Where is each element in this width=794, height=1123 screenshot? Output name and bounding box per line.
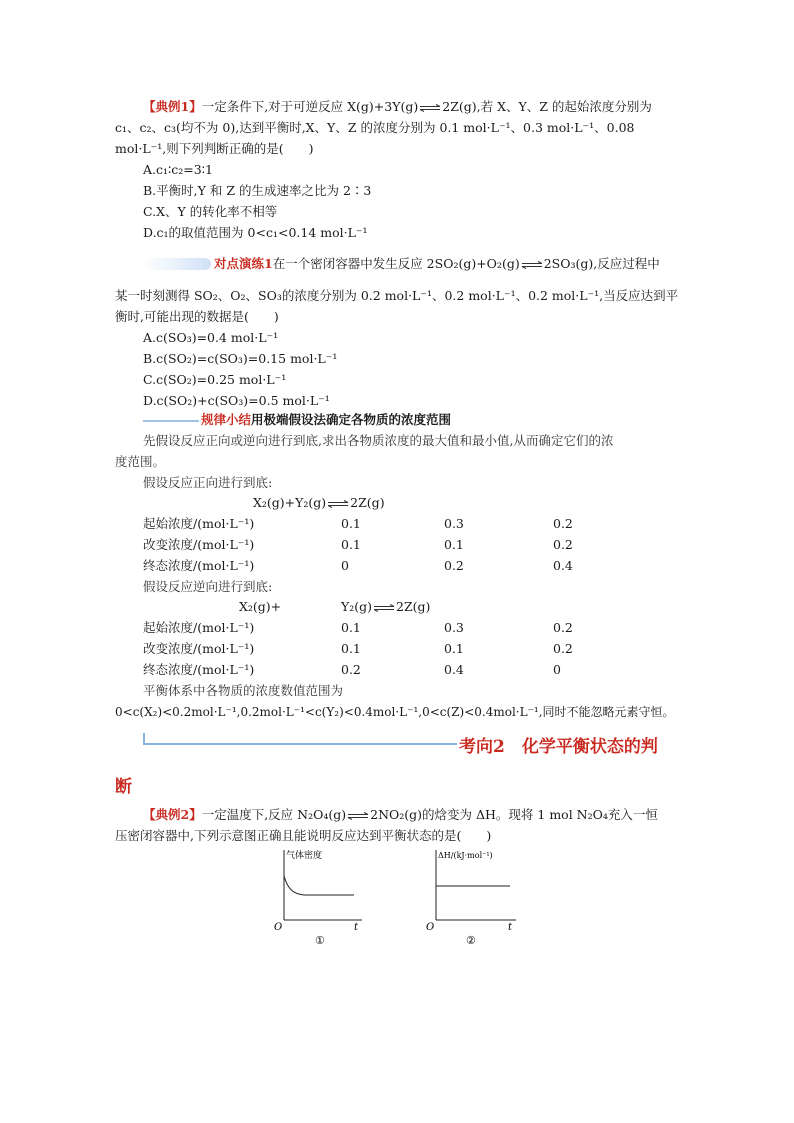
equilibrium-arrow-icon <box>327 500 349 508</box>
graph-enthalpy <box>424 846 524 948</box>
summary-intro-1: 先假设反应正向或逆向进行到底,求出各物质浓度的最大值和最小值,从而确定它们的浓 <box>143 433 614 448</box>
forward-cell: 0 <box>341 558 349 573</box>
reverse-cell: 0.2 <box>553 641 573 656</box>
drill-1-line-2: 某一时刻测得 SO₂、O₂、SO₃的浓度分别为 0.2 mol·L⁻¹、0.2 mol·L⁻¹、0.2 mol·L⁻¹,当反应达到平 <box>115 288 679 303</box>
reverse-row-label: 改变浓度/(mol·L⁻¹) <box>143 641 255 656</box>
graph-1-ylabel: 气体密度 <box>286 851 323 861</box>
drill-1-option-a: A.c(SO₃)=0.4 mol·L⁻¹ <box>143 330 279 345</box>
example-1-option-b: B.平衡时,Y 和 Z 的生成速率之比为 2∶3 <box>143 183 372 198</box>
drill-1-tag: 对点演练1 <box>214 256 273 271</box>
reverse-cell: 0.4 <box>444 662 464 677</box>
section-heading-line <box>143 733 457 745</box>
forward-equation <box>253 494 385 512</box>
section-heading-continued: 断 <box>115 777 132 797</box>
graph-1-curve <box>284 876 354 895</box>
graph-2-xlabel: t <box>508 922 513 933</box>
range-title: 平衡体系中各物质的浓度数值范围为 <box>143 683 344 698</box>
graph-2-ylabel: ΔH/(kJ·mol⁻¹) <box>438 851 493 860</box>
example-1-line-3: mol·L⁻¹,则下列判断正确的是( ) <box>115 141 314 156</box>
reverse-cell: 0.1 <box>444 641 464 656</box>
example-2-tag: 【典例2】 <box>143 807 202 822</box>
reverse-equation-right <box>341 598 430 616</box>
drill-label-bar <box>143 258 211 270</box>
forward-cell: 0.2 <box>553 516 573 531</box>
example-1-line-1b: 2Z(g),若 X、Y、Z 的起始浓度分别为 <box>442 99 652 114</box>
graph-2-caption: ② <box>466 934 476 947</box>
summary-intro-2: 度范围。 <box>115 454 166 469</box>
reverse-row-label: 起始浓度/(mol·L⁻¹) <box>143 620 255 635</box>
reverse-equation-mid: Y₂(g) <box>341 599 373 614</box>
forward-cell: 0.1 <box>444 537 464 552</box>
equilibrium-arrow-icon <box>419 104 441 112</box>
forward-cell: 0.3 <box>444 516 464 531</box>
graph-1-caption: ① <box>315 934 325 947</box>
drill-1-line-1a: 在一个密闭容器中发生反应 2SO₂(g)+O₂(g) <box>272 256 520 271</box>
range-text: 0<c(X₂)<0.2mol·L⁻¹,0.2mol·L⁻¹<c(Y₂)<0.4mol·L⁻¹,0<c(Z)<0.4mol·L⁻¹,同时不能忽略元素守恒。 <box>115 705 675 719</box>
reverse-cell: 0.1 <box>341 641 361 656</box>
reverse-title: 假设反应逆向进行到底: <box>143 579 273 594</box>
forward-row-label: 改变浓度/(mol·L⁻¹) <box>143 537 255 552</box>
example-1-option-d: D.c₁的取值范围为 0<c₁<0.14 mol·L⁻¹ <box>143 225 368 240</box>
example-2-line-1 <box>143 806 658 824</box>
example-1-option-c: C.X、Y 的转化率不相等 <box>143 204 278 219</box>
reverse-equation-left: X₂(g)+ <box>239 599 282 614</box>
reverse-cell: 0.2 <box>341 662 361 677</box>
reverse-equation-product: 2Z(g) <box>396 599 431 614</box>
example-1-tag: 【典例1】 <box>143 99 202 114</box>
summary-heading <box>201 411 451 429</box>
summary-title: 用极端假设法确定各物质的浓度范围 <box>251 412 452 427</box>
graph-gas-density <box>270 846 370 948</box>
example-1-option-a: A.c₁∶c₂=3∶1 <box>143 162 213 177</box>
example-1-line-1a: 一定条件下,对于可逆反应 X(g)+3Y(g) <box>201 99 419 114</box>
example-1-line-1 <box>143 98 652 116</box>
example-2-line-2: 压密闭容器中,下列示意图正确且能说明反应达到平衡状态的是( ) <box>115 828 492 843</box>
example-2-line-1a: 一定温度下,反应 N₂O₄(g) <box>201 807 347 822</box>
equilibrium-arrow-icon <box>373 604 395 612</box>
section-heading: 考向2 化学平衡状态的判 <box>459 737 658 757</box>
graph-2-origin: O <box>426 922 435 933</box>
forward-row-label: 起始浓度/(mol·L⁻¹) <box>143 516 255 531</box>
equilibrium-arrow-icon <box>347 812 369 820</box>
reverse-cell: 0.3 <box>444 620 464 635</box>
drill-1-option-d: D.c(SO₂)+c(SO₃)=0.5 mol·L⁻¹ <box>143 393 330 408</box>
forward-cell: 0.2 <box>553 537 573 552</box>
equilibrium-arrow-icon <box>521 261 543 269</box>
drill-1-option-c: C.c(SO₂)=0.25 mol·L⁻¹ <box>143 372 287 387</box>
example-1-line-2: c₁、c₂、c₃(均不为 0),达到平衡时,X、Y、Z 的浓度分别为 0.1 mol·L⁻¹、0.3 mol·L⁻¹、0.08 <box>115 120 635 135</box>
forward-row-label: 终态浓度/(mol·L⁻¹) <box>143 558 255 573</box>
drill-1-line-3: 衡时,可能出现的数据是( ) <box>115 309 279 324</box>
reverse-cell: 0.2 <box>553 620 573 635</box>
forward-equation-right: 2Z(g) <box>350 495 385 510</box>
summary-rule-line <box>143 420 199 422</box>
reverse-cell: 0.1 <box>341 620 361 635</box>
drill-1-line-1 <box>214 255 660 273</box>
drill-1-option-b: B.c(SO₂)=c(SO₃)=0.15 mol·L⁻¹ <box>143 351 338 366</box>
forward-cell: 0.1 <box>341 516 361 531</box>
graph-1-origin: O <box>274 922 283 933</box>
summary-tag: 规律小结 <box>201 412 252 427</box>
forward-cell: 0.2 <box>444 558 464 573</box>
graph-1-xlabel: t <box>354 922 359 933</box>
forward-title: 假设反应正向进行到底: <box>143 475 273 490</box>
example-2-line-1b: 2NO₂(g)的焓变为 ΔH。现将 1 mol N₂O₄充入一恒 <box>370 807 658 822</box>
reverse-cell: 0 <box>553 662 561 677</box>
reverse-row-label: 终态浓度/(mol·L⁻¹) <box>143 662 255 677</box>
forward-equation-left: X₂(g)+Y₂(g) <box>253 495 327 510</box>
drill-1-line-1b: 2SO₃(g),反应过程中 <box>543 256 660 271</box>
forward-cell: 0.4 <box>553 558 573 573</box>
forward-cell: 0.1 <box>341 537 361 552</box>
